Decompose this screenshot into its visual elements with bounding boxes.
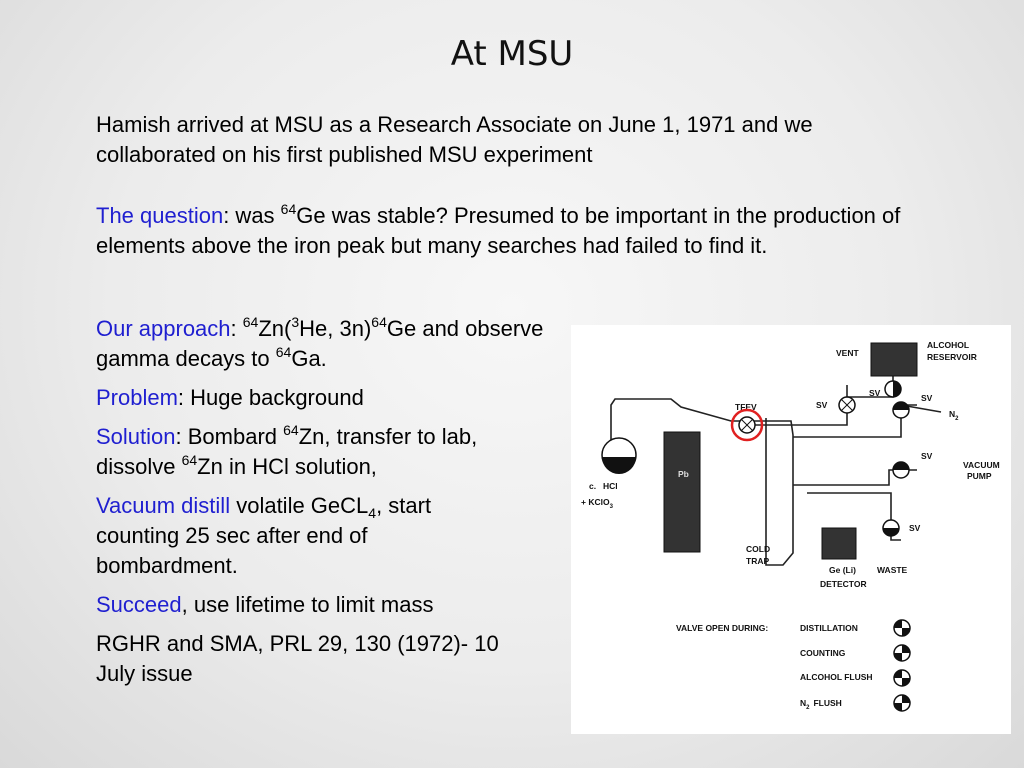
problem-text: : Huge background <box>177 385 364 410</box>
problem-item <box>96 383 566 413</box>
vacuum-text-1: volatile GeCL <box>230 493 369 518</box>
label-geli: Ge (Li) <box>829 565 856 575</box>
valve-sv-1 <box>839 397 855 413</box>
succeed-label: Succeed <box>96 592 182 617</box>
label-cold: COLD <box>746 544 771 554</box>
solution-text-2: Zn, transfer to lab, dissolve <box>96 424 478 479</box>
succeed-text: , use lifetime to limit mass <box>181 592 434 617</box>
label-trap: TRAP <box>746 556 770 566</box>
solution-item <box>96 422 546 482</box>
apparatus-svg <box>571 325 1011 734</box>
label-reservoir: RESERVOIR <box>927 352 977 362</box>
approach-sup-3: 64 <box>371 314 387 330</box>
legend-valve-n2-flush <box>894 695 910 711</box>
valve-sv-3 <box>893 402 909 418</box>
solution-sup-2: 64 <box>181 452 198 468</box>
label-alcohol: ALCOHOL <box>927 340 970 350</box>
label-sv-2: SV <box>869 388 881 398</box>
geli-detector <box>822 528 856 559</box>
approach-text-5: Ga. <box>291 346 327 371</box>
label-pump: PUMP <box>967 471 992 481</box>
lead-shield <box>664 432 700 552</box>
bullet-list <box>96 314 566 698</box>
solution-text-1: : Bombard <box>175 424 284 449</box>
flask <box>602 438 636 474</box>
question-sup: 64 <box>280 201 297 217</box>
label-tfev: TFEV <box>735 402 757 412</box>
reference-item: RGHR and SMA, PRL 29, 130 (1972)- 10 July issue <box>96 631 499 686</box>
legend-distillation: DISTILLATION <box>800 623 858 633</box>
label-waste: WASTE <box>877 565 908 575</box>
solution-label: Solution <box>96 424 176 449</box>
label-kclo3: + KClO$_3$ <box>581 497 613 510</box>
approach-sup-2: 3 <box>291 314 300 330</box>
approach-text-1: : <box>230 316 243 341</box>
legend-valve-alcohol-flush <box>894 670 910 686</box>
solution-sup-1: 64 <box>283 422 299 438</box>
apparatus-diagram <box>571 325 1011 734</box>
legend-valve-counting <box>894 645 910 661</box>
approach-item <box>96 314 566 374</box>
approach-label: Our approach <box>96 316 231 341</box>
label-sv-1: SV <box>816 400 828 410</box>
approach-text-4: Ge and observe gamma decays to <box>96 316 544 371</box>
label-hcl: HCl <box>603 481 618 491</box>
label-n2: $N_2$ <box>949 409 959 422</box>
solution-text-3: Zn in HCl solution, <box>197 454 377 479</box>
valve-sv-5 <box>883 520 899 536</box>
approach-text-2: Zn( <box>258 316 292 341</box>
approach-sup-1: 64 <box>242 314 259 330</box>
page-title: At MSU <box>450 34 574 74</box>
label-pb: Pb <box>678 469 689 479</box>
valve-sv-4 <box>893 462 909 478</box>
label-vacuum: VACUUM <box>963 460 1000 470</box>
pipe-main <box>611 399 793 565</box>
vacuum-text-2: , start counting 25 sec after end of bombardment. <box>96 493 432 578</box>
label-detector: DETECTOR <box>820 579 867 589</box>
succeed-item <box>96 590 566 620</box>
alcohol-reservoir <box>871 343 917 376</box>
label-vent: VENT <box>836 348 859 358</box>
label-sv-4: SV <box>921 451 933 461</box>
legend-n2-flush: $N_2$ FLUSH <box>800 698 842 711</box>
valve-sv-2 <box>885 381 901 397</box>
approach-sup-4: 64 <box>275 344 292 360</box>
label-c: c. <box>589 481 597 491</box>
legend-counting: COUNTING <box>800 648 846 658</box>
legend-valve-distillation <box>894 620 910 636</box>
label-sv-3: SV <box>921 393 933 403</box>
legend-title: VALVE OPEN DURING: <box>676 623 769 633</box>
question-label: The question <box>96 203 224 228</box>
vacuum-sub: 4 <box>368 505 377 521</box>
intro-paragraph: Hamish arrived at MSU as a Research Associate on June 1, 1971 and we collaborated on his first published MSU experiment <box>96 112 813 167</box>
vacuum-item <box>96 491 506 581</box>
problem-label: Problem <box>96 385 178 410</box>
approach-text-3: He, 3n) <box>299 316 372 341</box>
valve-tfev <box>739 417 755 433</box>
vacuum-label: Vacuum distill <box>96 493 231 518</box>
question-paragraph <box>96 201 916 261</box>
legend-alcohol-flush: ALCOHOL FLUSH <box>800 672 873 682</box>
label-sv-5: SV <box>909 523 921 533</box>
question-text-2: Ge was stable? Presumed to be important in the production of elements above the iron peak but many searches had failed to find it. <box>96 203 901 258</box>
question-text-1: : was <box>223 203 281 228</box>
